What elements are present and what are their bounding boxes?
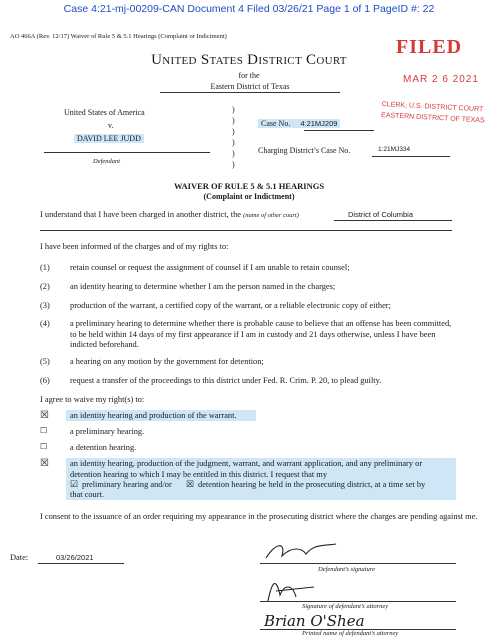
preliminary-checkbox[interactable]: ☑	[70, 479, 79, 489]
for-the: for the	[238, 71, 260, 80]
defendant-label: Defendant	[93, 158, 121, 165]
versus: v.	[108, 121, 114, 130]
form-id: AO 466A (Rev. 12/17) Waiver of Rule 5 & 5.1 Hearings (Complaint or Indictment)	[10, 33, 227, 40]
date-label: Date:	[10, 553, 29, 562]
detention-text: detention hearing be held in the prosecuting district, at a time set by	[198, 480, 426, 489]
case-number-line	[304, 130, 374, 131]
clerk-stamp	[381, 99, 486, 126]
filed-stamp: FILED	[396, 36, 463, 58]
attorney-signature-label: Signature of defendant’s attorney	[302, 603, 389, 610]
court-title-S: S	[200, 52, 210, 68]
right-text: retain counsel or request the assignment of counsel if I am unable to retain counsel;	[70, 263, 350, 272]
option-3-text: a detention hearing.	[70, 443, 137, 452]
option-2-checkbox[interactable]: ☐	[40, 426, 48, 435]
right-number: (1)	[40, 263, 50, 272]
consent-statement: I consent to the issuance of an order requiring my appearance in the prosecuting district where the charges are pending against me.	[40, 512, 478, 521]
defendant-signature-line	[260, 563, 456, 564]
clerk-stamp-line1: CLERK, U.S. DISTRICT COURT	[381, 100, 484, 114]
waive-tail-text: that court.	[70, 490, 104, 499]
right-text: request a transfer of the proceedings to this district under Fed. R. Crim. P. 20, to plead guilty.	[70, 376, 382, 385]
option-1-text: an identity hearing and production of the warrant.	[70, 411, 237, 420]
preliminary-text: preliminary hearing and/or	[82, 480, 172, 489]
case-number-value: 4:21MJ209	[300, 119, 338, 128]
other-court-line	[334, 220, 452, 221]
date-line	[38, 563, 124, 564]
other-court: District of Columbia	[348, 210, 414, 219]
defendant-line	[44, 152, 210, 153]
document-title: WAIVER OF RULE 5 & 5.1 HEARINGS	[173, 181, 325, 191]
charging-case-value: 1:21MJ334	[378, 146, 411, 153]
right-text: a preliminary hearing to determine whether there is probable cause to believe that an offense has been committed, to be held within 14 days of my first appearance if I am in custody and 21 days otherwise, unless I have been indicted beforehand.	[70, 319, 452, 349]
option-4-text: an identity hearing, production of the judgment, warrant, and warrant application, and any preliminary or detention hearing to which I may be entitled in this district. I request that my	[70, 459, 423, 479]
court-title-D: D	[247, 52, 259, 68]
option-3-checkbox[interactable]: ☐	[40, 442, 48, 451]
right-text: an identity hearing to determine whether I am the person named in the charges;	[70, 282, 336, 291]
court-title-nited: nited	[162, 52, 201, 68]
right-text: production of the warrant, a certified copy of the warrant, or a reliable electronic copy of either;	[70, 301, 391, 310]
right-number: (6)	[40, 376, 50, 385]
case-header: Case 4:21-mj-00209-CAN Document 4 Filed 03/26/21 Page 1 of 1 PageID #: 22	[63, 3, 435, 15]
waive-intro: I agree to waive my right(s) to:	[40, 395, 145, 404]
charged-statement	[40, 210, 299, 221]
detention-checkbox[interactable]: ☒	[186, 479, 195, 489]
right-number: (2)	[40, 282, 50, 291]
informed-statement: I have been informed of the charges and of my rights to:	[40, 242, 229, 251]
plaintiff-name: United States of America	[64, 108, 145, 117]
attorney-printed-name: Brian O'Shea	[264, 612, 365, 630]
right-number: (5)	[40, 357, 50, 366]
case-number-label: Case No.	[261, 119, 291, 128]
filed-stamp-date: MAR 2 6 2021	[403, 74, 479, 85]
date-value: 03/26/2021	[56, 553, 94, 562]
charging-case-line	[372, 156, 450, 157]
right-text: a hearing on any motion by the government for detention;	[70, 357, 264, 366]
court-title-tates: tates	[209, 52, 248, 68]
court-title-istrict: istrict	[258, 52, 307, 68]
case-number-field	[258, 119, 340, 128]
defendant-name: DAVID LEE JUDD	[74, 134, 144, 143]
attorney-signature-line	[260, 601, 456, 602]
defendant-signature-label: Defendant’s signature	[318, 566, 375, 573]
charged-hint: (name of other court)	[243, 212, 299, 219]
court-title-ourt: ourt	[316, 52, 347, 68]
option-1-checkbox[interactable]: ☒	[40, 410, 49, 421]
district-name: Eastern District of Texas	[160, 82, 340, 93]
caption-parens: ) ) ) ) ) )	[232, 105, 235, 169]
option-4-checkbox[interactable]: ☒	[40, 458, 49, 469]
other-court-line-2	[40, 230, 452, 231]
right-number: (3)	[40, 301, 50, 310]
right-number: (4)	[40, 319, 50, 328]
court-title-U: U	[151, 52, 163, 68]
court-title-C: C	[306, 52, 317, 68]
clerk-stamp-line2: EASTERN DISTRICT OF TEXAS	[380, 111, 485, 125]
attorney-name-label: Printed name of defendant’s attorney	[302, 630, 399, 637]
document-subtitle: (Complaint or Indictment)	[203, 192, 295, 201]
defendant-signature	[262, 538, 342, 564]
charging-case-label: Charging District’s Case No.	[258, 146, 351, 155]
option-2-text: a preliminary hearing.	[70, 427, 145, 436]
charged-text: I understand that I have been charged in another district, the	[40, 210, 242, 219]
